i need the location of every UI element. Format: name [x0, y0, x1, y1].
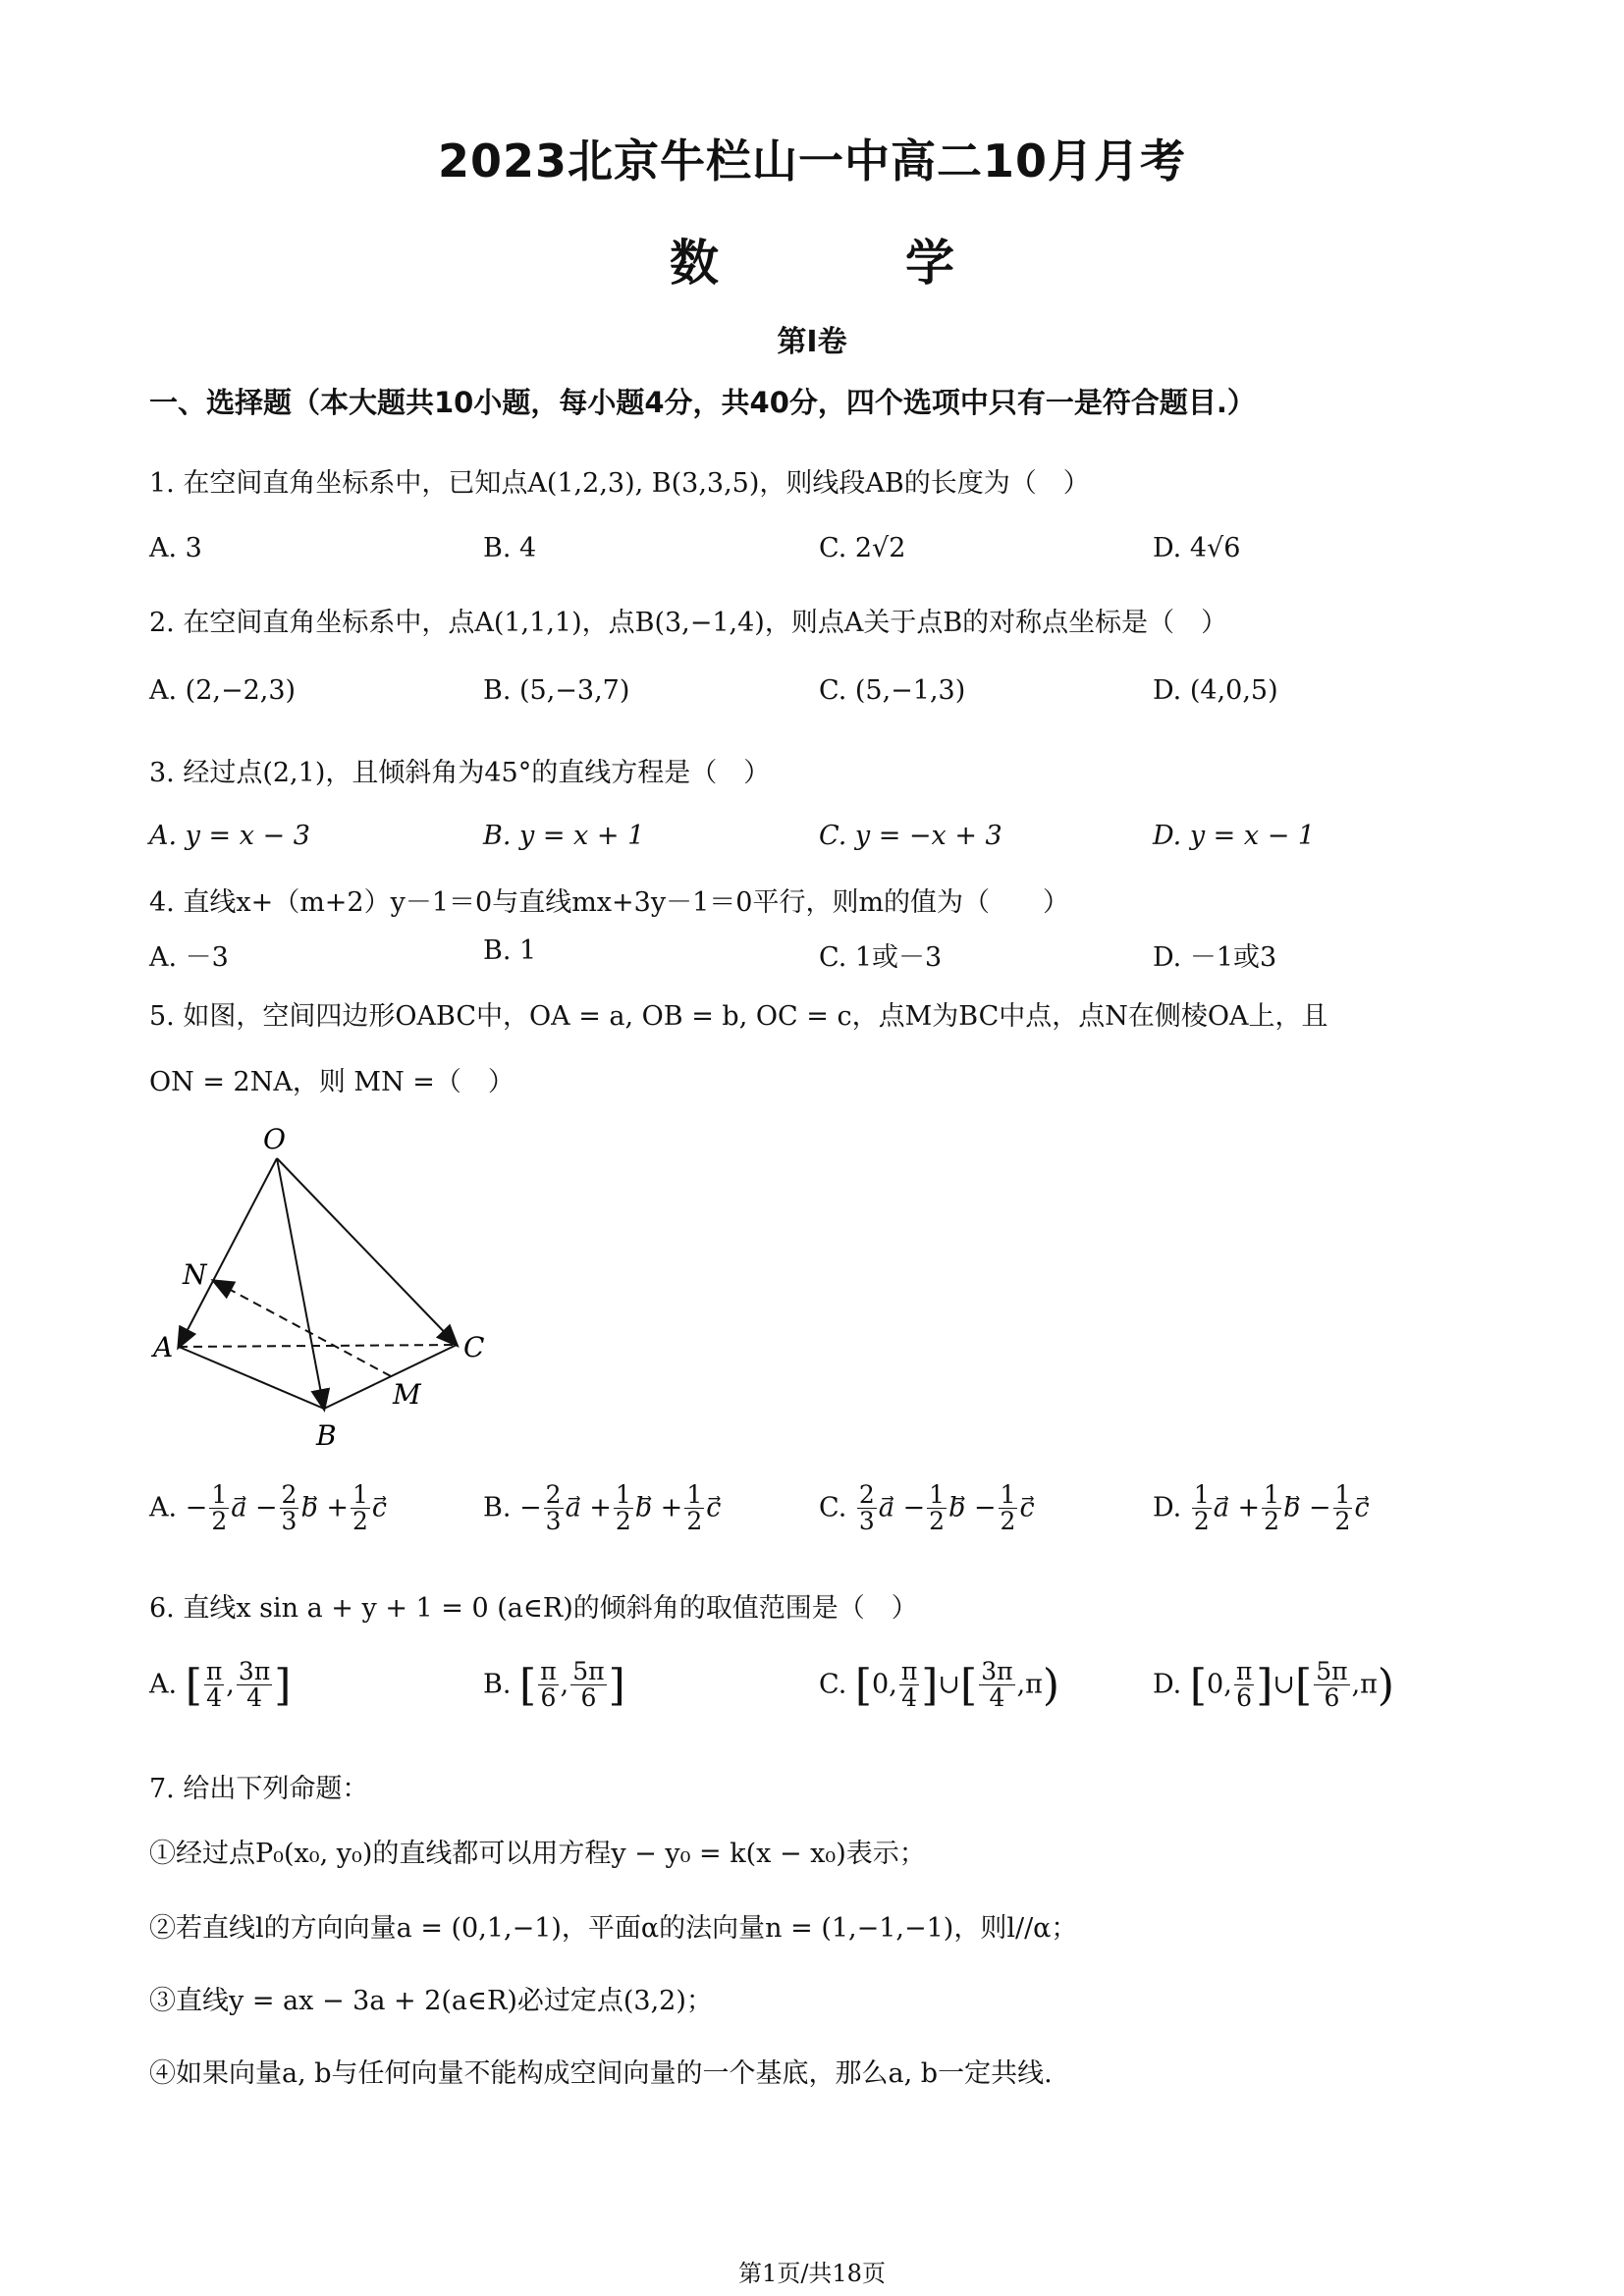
volume-label: 第I卷 — [777, 325, 847, 359]
q4-option-b: B. 1 — [483, 935, 537, 966]
q3-option-d: D. y = x − 1 — [1153, 821, 1316, 851]
tetrahedron-figure — [147, 1119, 501, 1463]
q5-options — [149, 1482, 1485, 1541]
q4-option-c: C. 1或－3 — [819, 942, 943, 973]
q4-option-d: D. －1或3 — [1153, 942, 1277, 973]
q2-option-a: A. (2,−2,3) — [149, 675, 297, 706]
q3-stem: 3. 经过点(2,1)，且倾斜角为45°的直线方程是（ ） — [149, 758, 771, 788]
subject-title: 数 学 — [670, 235, 1023, 292]
q1-option-a: A. 3 — [149, 533, 202, 563]
q2-option-c: C. (5,−1,3) — [819, 675, 966, 706]
q6-option-b: B. [ $\frac{\pi}{6}$ , $\frac{5\pi}{6}$ ] — [483, 1657, 625, 1713]
label-b: B — [316, 1419, 337, 1452]
q5-stem-line1: 5. 如图，空间四边形OABC中，OA = a, OB = b, OC = c，点M为BC中点，点N在侧棱OA上，且 — [149, 1001, 1328, 1032]
exam-title: 2023北京牛栏山一中高二10月月考 — [437, 134, 1187, 187]
edge-ab — [179, 1347, 324, 1409]
q1-option-d: D. 4√6 — [1153, 533, 1241, 563]
q1-option-b: B. 4 — [483, 533, 537, 563]
q2-options — [149, 675, 1485, 734]
q4-stem: 4. 直线x+（m+2）y－1＝0与直线mx+3y－1＝0平行，则m的值为（ ） — [149, 887, 1070, 918]
q7-stem: 7. 给出下列命题： — [149, 1774, 369, 1804]
label-a: A — [153, 1331, 174, 1363]
q5-option-c: C. $\frac{2}{3}$ a⃗ − $\frac{1}{2}$ b⃗ − $\frac{1}{2}$ c — [819, 1480, 1035, 1536]
q4-option-a: A. －3 — [149, 942, 229, 973]
q4-options — [149, 935, 1485, 994]
q7-proposition-4: ④如果向量a, b与任何向量不能构成空间向量的一个基底，那么a, b一定共线. — [149, 2058, 1053, 2089]
q6-option-c: C. [0, $\frac{\pi}{4}$ ]∪[ $\frac{3\pi}{4}$ ,π) — [819, 1657, 1060, 1713]
section-heading: 一、选择题（本大题共10小题，每小题4分，共40分，四个选项中只有一是符合题目.） — [149, 386, 1256, 419]
q1-stem: 1. 在空间直角坐标系中，已知点A(1,2,3), B(3,3,5)，则线段AB的长度为（ ） — [149, 468, 1090, 499]
q1-options — [149, 533, 1485, 592]
edge-oc — [277, 1158, 457, 1345]
q6-options — [149, 1659, 1485, 1737]
edge-oa — [179, 1158, 277, 1347]
label-m: M — [393, 1378, 421, 1411]
q5-option-a: A. − $\frac{1}{2}$ a⃗ − $\frac{2}{3}$ b⃗ + $\frac{1}{2}$ c — [149, 1480, 387, 1536]
q7-proposition-2: ②若直线l的方向向量a = (0,1,−1)，平面α的法向量n = (1,−1,−1)，则l//α； — [149, 1913, 1078, 1944]
q5-option-b: B. − $\frac{2}{3}$ a⃗ + $\frac{1}{2}$ b⃗ + $\frac{1}{2}$ c — [483, 1480, 722, 1536]
q3-option-a: A. y = x − 3 — [149, 821, 310, 851]
edge-ob — [277, 1158, 324, 1409]
q2-option-b: B. (5,−3,7) — [483, 675, 630, 706]
q3-option-b: B. y = x + 1 — [483, 821, 645, 851]
q5-stem-line2: ON = 2NA，则 MN =（ ） — [149, 1067, 514, 1097]
label-n: N — [183, 1258, 207, 1291]
q2-stem: 2. 在空间直角坐标系中，点A(1,1,1)，点B(3,−1,4)，则点A关于点B的对称点坐标是（ ） — [149, 608, 1228, 638]
q6-option-a: A. [ $\frac{\pi}{4}$ , $\frac{3\pi}{4}$ ] — [149, 1657, 292, 1713]
q3-options — [149, 821, 1485, 880]
q3-option-c: C. y = −x + 3 — [819, 821, 1002, 851]
q5-option-d: D. $\frac{1}{2}$ a⃗ + $\frac{1}{2}$ b⃗ − $\frac{1}{2}$ c — [1153, 1480, 1370, 1536]
page-footer: 第1页/共18页 — [738, 2260, 886, 2287]
edge-ac-dashed — [179, 1345, 457, 1347]
q6-option-d: D. [0, $\frac{\pi}{6}$ ]∪[ $\frac{5\pi}{6}$ ,π) — [1153, 1657, 1395, 1713]
q1-option-c: C. 2√2 — [819, 533, 906, 563]
label-c: C — [463, 1331, 485, 1363]
q7-proposition-3: ③直线y = ax − 3a + 2(a∈R)必过定点(3,2)； — [149, 1986, 713, 2016]
q2-option-d: D. (4,0,5) — [1153, 675, 1278, 706]
q7-proposition-1: ①经过点P₀(x₀, y₀)的直线都可以用方程y − y₀ = k(x − x₀)表示； — [149, 1839, 926, 1869]
q6-stem: 6. 直线x sin a + y + 1 = 0 (a∈R)的倾斜角的取值范围是（ ） — [149, 1593, 918, 1624]
label-o: O — [263, 1123, 286, 1155]
